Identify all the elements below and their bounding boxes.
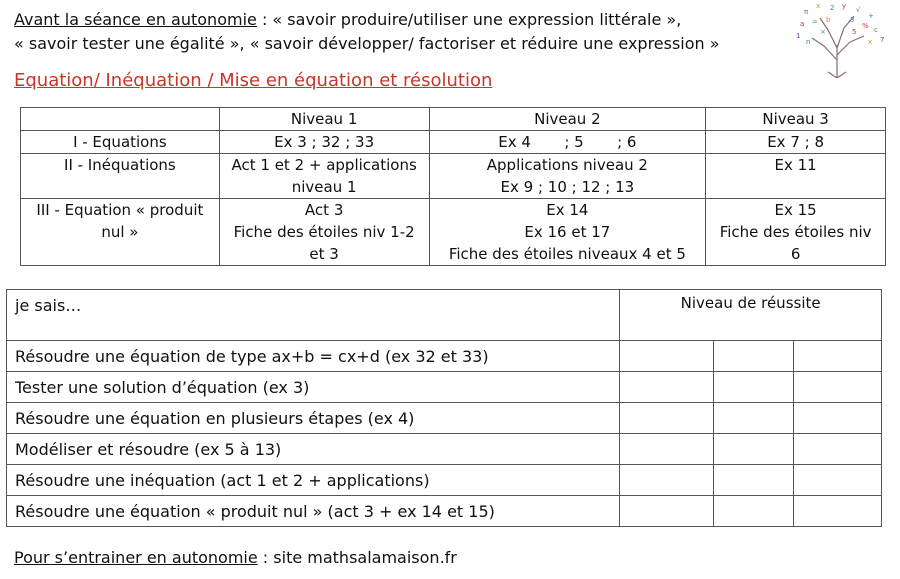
skills-header-label: je sais… [7,290,620,341]
level-box[interactable] [620,403,714,434]
svg-text:a: a [800,20,805,28]
svg-text:=: = [812,18,818,26]
level-box[interactable] [620,434,714,465]
levels-header-empty [21,108,220,131]
skills-header-level: Niveau de réussite [620,290,882,341]
svg-text:1: 1 [796,32,801,40]
footer-label: Pour s’entrainer en autonomie [14,548,258,567]
level-box[interactable] [620,496,714,527]
skill-label: Résoudre une équation de type ax+b = cx+d (ex 32 et 33) [7,341,620,372]
intro-line1-text: « savoir produire/utiliser une expression littérale », [272,10,682,29]
svg-text:√: √ [856,6,861,14]
topic-cell: I - Equations [21,131,220,154]
footer-site[interactable]: site mathsalamaison.fr [273,548,457,567]
niveau-1-cell [219,131,429,154]
skills-header-row [7,290,882,341]
svg-text:2: 2 [830,4,835,12]
cell-line: niveau 1 [291,178,357,196]
level-box[interactable] [714,372,794,403]
svg-text:n: n [806,38,811,46]
level-box[interactable] [714,434,794,465]
skill-label: Modéliser et résoudre (ex 5 à 13) [7,434,620,465]
levels-table [20,107,886,266]
cell-line: Applications niveau 2 [486,156,648,174]
cell-line: Ex 16 et 17 [524,223,611,241]
intro-line-2: « savoir tester une égalité », « savoir développer/ factoriser et réduire une expression » [14,34,720,53]
svg-text:x: x [868,38,873,46]
svg-text:7: 7 [880,36,885,44]
footer-line [14,548,457,567]
svg-text:b: b [826,16,831,24]
levels-row-produit-nul [21,199,886,266]
cell-line: Act 3 [304,201,344,219]
levels-header-row [21,108,886,131]
levels-header-niveau-3: Niveau 3 [706,108,886,131]
level-box[interactable] [620,341,714,372]
skill-label: Tester une solution d’équation (ex 3) [7,372,620,403]
level-box[interactable] [794,496,882,527]
cell-line: Ex 15 [774,201,817,219]
cell-line: et 3 [309,245,339,263]
skill-row [7,403,882,434]
level-box[interactable] [620,465,714,496]
topic-cell: II - Inéquations [21,154,220,199]
section-title: Equation/ Inéquation / Mise en équation et résolution [14,70,493,91]
skill-row [7,496,882,527]
niveau-1-cell [219,154,429,199]
levels-header-niveau-1: Niveau 1 [219,108,429,131]
svg-text:5: 5 [852,28,857,36]
level-box[interactable] [794,434,882,465]
svg-text:y: y [842,2,847,10]
cell-line: Ex 7 ; 8 [767,133,825,151]
intro-label: Avant la séance en autonomie [14,10,257,29]
intro-separator: : [256,10,273,29]
level-box[interactable] [714,465,794,496]
svg-text:×: × [820,28,826,36]
footer-separator: : [257,548,274,567]
level-box[interactable] [714,496,794,527]
cell-line: Fiche des étoiles niv 1-2 [233,223,415,241]
niveau-2-cell [429,199,706,266]
level-box[interactable] [794,465,882,496]
levels-row-inequations [21,154,886,199]
svg-text:%: % [862,22,869,30]
skill-label: Résoudre une équation en plusieurs étapes (ex 4) [7,403,620,434]
cell-line: Ex 4 ; 5 ; 6 [498,133,637,151]
level-box[interactable] [714,341,794,372]
svg-text:π: π [804,8,809,16]
svg-text:+: + [868,12,874,20]
niveau-3-cell [706,199,886,266]
niveau-2-cell [429,154,706,199]
cell-line: Ex 14 [546,201,589,219]
niveau-3-cell [706,154,886,199]
skill-row [7,434,882,465]
levels-row-equations [21,131,886,154]
niveau-2-cell [429,131,706,154]
svg-text:c: c [874,26,878,34]
skill-label: Résoudre une équation « produit nul » (act 3 + ex 14 et 15) [7,496,620,527]
skill-row [7,341,882,372]
skill-row [7,372,882,403]
niveau-3-cell [706,131,886,154]
topic-cell: III - Equation « produit nul » [21,199,220,266]
cell-line: Act 1 et 2 + applications [231,156,417,174]
level-box[interactable] [794,403,882,434]
cell-line: Ex 3 ; 32 ; 33 [274,133,375,151]
level-box[interactable] [714,403,794,434]
level-box[interactable] [794,372,882,403]
skill-row [7,465,882,496]
skill-label: Résoudre une inéquation (act 1 et 2 + applications) [7,465,620,496]
level-box[interactable] [794,341,882,372]
svg-text:x: x [816,2,821,10]
intro-paragraph [14,8,794,56]
svg-text:3: 3 [850,16,855,24]
niveau-1-cell [219,199,429,266]
intro-line-1 [14,8,794,32]
cell-line: 6 [790,245,801,263]
cell-line: Ex 11 [774,156,817,174]
tree-illustration-icon [782,0,892,78]
cell-line: Ex 9 ; 10 ; 12 ; 13 [500,178,635,196]
level-box[interactable] [620,372,714,403]
skills-table [6,289,882,527]
cell-line: Fiche des étoiles niveaux 4 et 5 [448,245,686,263]
cell-line: Fiche des étoiles niv [719,223,872,241]
levels-header-niveau-2: Niveau 2 [429,108,706,131]
